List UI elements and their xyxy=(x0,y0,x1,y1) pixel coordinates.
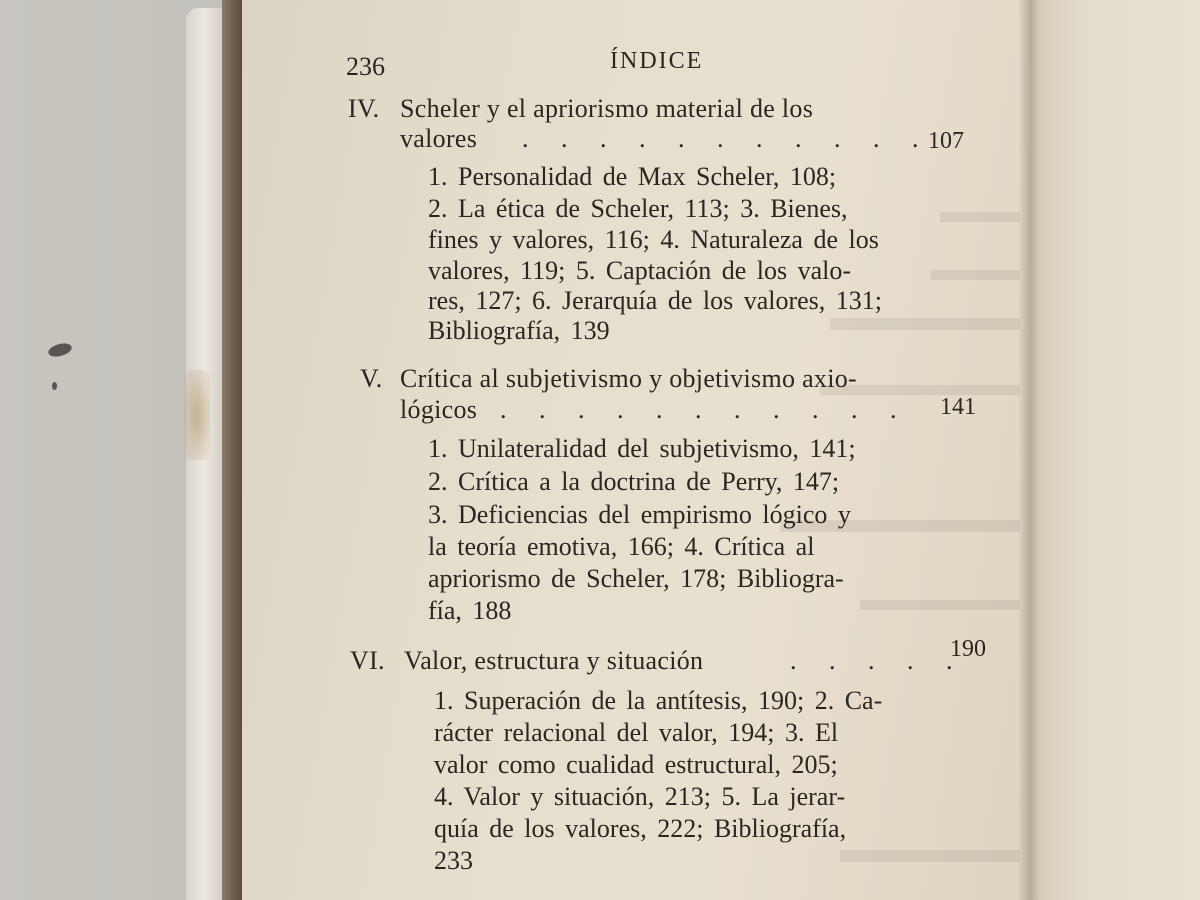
detail-line: quía de los valores, 222; Bibliografía, xyxy=(434,814,847,843)
detail-line: 1. Superación de la antítesis, 190; 2. Ca- xyxy=(434,686,883,715)
chapter-heading-line: lógicos xyxy=(400,395,478,424)
chapter-heading-line: valores xyxy=(400,124,478,153)
detail-line: 1. Personalidad de Max Scheler, 108; xyxy=(428,162,837,191)
detail-line: 2. La ética de Scheler, 113; 3. Bienes, xyxy=(428,194,848,223)
detail-line: res, 127; 6. Jerarquía de los valores, 131; xyxy=(428,286,883,315)
detail-line: 4. Valor y situación, 213; 5. La jerar- xyxy=(434,782,846,811)
chapter-numeral: V. xyxy=(360,364,383,393)
chapter-page: 107 xyxy=(928,128,964,154)
chapter-numeral: VI. xyxy=(350,646,385,675)
dot-leaders: . . . . . xyxy=(790,646,966,675)
detail-line: fines y valores, 116; 4. Naturaleza de los xyxy=(428,225,879,254)
page-title: ÍNDICE xyxy=(610,48,704,74)
spine-stain xyxy=(184,370,210,460)
chapter-numeral: IV. xyxy=(348,94,380,123)
detail-line: Bibliografía, 139 xyxy=(428,316,610,345)
detail-line: 2. Crítica a la doctrina de Perry, 147; xyxy=(428,467,840,496)
detail-line: fía, 188 xyxy=(428,596,512,625)
detail-line: valores, 119; 5. Captación de los valo- xyxy=(428,256,852,285)
detail-line: 1. Unilateralidad del subjetivismo, 141; xyxy=(428,434,856,463)
chapter-heading-line: Valor, estructura y situación xyxy=(404,646,704,675)
page-number: 236 xyxy=(346,52,385,81)
detail-line: apriorismo de Scheler, 178; Bibliogra- xyxy=(428,564,844,593)
chapter-page: 190 xyxy=(950,636,986,662)
detail-line: rácter relacional del valor, 194; 3. El xyxy=(434,718,839,747)
surface-speck xyxy=(52,382,57,390)
detail-line: valor como cualidad estructural, 205; xyxy=(434,750,838,779)
page-gutter-shadow xyxy=(1018,0,1040,900)
dot-leaders: . . . . . . . . . . . xyxy=(500,395,910,424)
detail-line: la teoría emotiva, 166; 4. Crítica al xyxy=(428,532,815,561)
detail-line: 233 xyxy=(434,846,473,875)
chapter-page: 141 xyxy=(940,394,976,420)
facing-page xyxy=(1030,0,1200,900)
dot-leaders: . . . . . . . . . . . xyxy=(522,124,932,153)
chapter-heading-line: Scheler y el apriorismo material de los xyxy=(400,94,814,123)
chapter-heading-line: Crítica al subjetivismo y objetivismo axio- xyxy=(400,364,858,393)
detail-line: 3. Deficiencias del empirismo lógico y xyxy=(428,500,851,529)
